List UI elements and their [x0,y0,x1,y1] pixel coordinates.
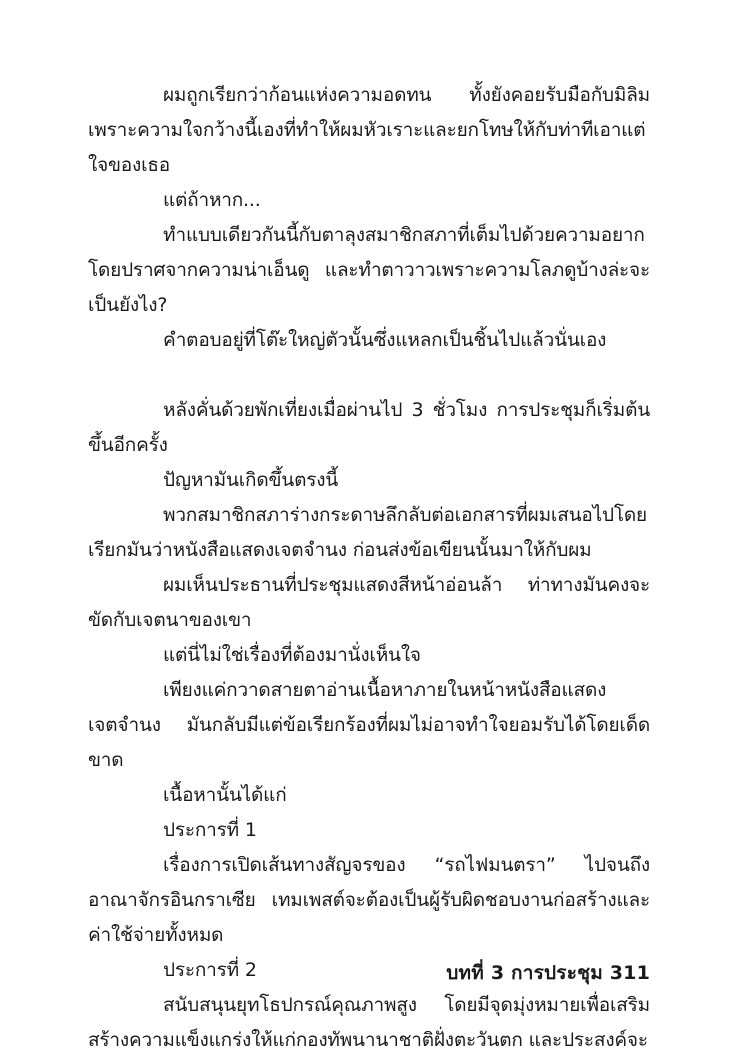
paragraph: ทำแบบเดียวกันนี้กับตาลุงสมาชิกสภาที่เต็มไปด้วยความอยาก โดยปราศจากความน่าเอ็นดู และทำตาวาวเพราะความโลภดูบ้างล่ะจะเป็นยังไง? [88,224,650,316]
paragraph: ผมถูกเรียกว่าก้อนแห่งความอดทน ทั้งยังคอยรับมือกับมิลิม เพราะความใจกว้างนี้เองที่ทำให้ผมหัวเราะและยกโทษให้กับท่าทีเอาแต่ใจของเธอ [88,84,650,176]
paragraph: เรื่องการเปิดเส้นทางสัญจรของ “รถไฟมนตรา” ไปจนถึงอาณาจักรอินกราเซีย เทมเพสต์จะต้องเป็นผู้รับผิดชอบงานก่อสร้างและค่าใช้จ่ายทั้งหมด [88,854,650,946]
paragraph: คำตอบอยู่ที่โต๊ะใหญ่ตัวนั้นซึ่งแหลกเป็นชิ้นไปแล้วนั่นเอง [163,329,607,351]
paragraph: แต่นี่ไม่ใช่เรื่องที่ต้องมานั่งเห็นใจ [163,644,421,666]
body-text [88,78,650,1058]
paragraph: ประการที่ 2 [163,959,257,981]
paragraph: สนับสนุนยุทโธปกรณ์คุณภาพสูง โดยมีจุดมุ่งหมายเพื่อเสริมสร้างความแข็งแกร่งให้แก่กองทัพนานาชาติฝั่งตะวันตก และประสงค์จะ [88,994,650,1051]
paragraph: พวกสมาชิกสภาร่างกระดาษลึกลับต่อเอกสารที่ผมเสนอไปโดยเรียกมันว่าหนังสือแสดงเจตจำนง ก่อนส่งข้อเขียนนั้นมาให้กับผม [88,504,647,561]
paragraph: หลังคั่นด้วยพักเที่ยงเมื่อผ่านไป 3 ชั่วโมง การประชุมก็เริ่มต้นขึ้นอีกครั้ง [88,399,650,456]
paragraph: ผมเห็นประธานที่ประชุมแสดงสีหน้าอ่อนล้า ท่าทางมันคงจะขัดกับเจตนาของเขา [88,574,650,631]
paragraph: เนื้อหานั้นได้แก่ [163,784,287,806]
paragraph: ประการที่ 1 [163,819,257,841]
paragraph: เพียงแค่กวาดสายตาอ่านเนื้อหาภายในหน้าหนังสือแสดงเจตจำนง มันกลับมีแต่ข้อเรียกร้องที่ผมไม่อาจทำใจยอมรับได้โดยเด็ดขาด [88,679,650,771]
paragraph: แต่ถ้าหาก... [163,189,261,211]
page-footer: บทที่ 3 การประชุม 311 [446,962,650,984]
paragraph: ปัญหามันเกิดขึ้นตรงนี้ [163,469,339,491]
